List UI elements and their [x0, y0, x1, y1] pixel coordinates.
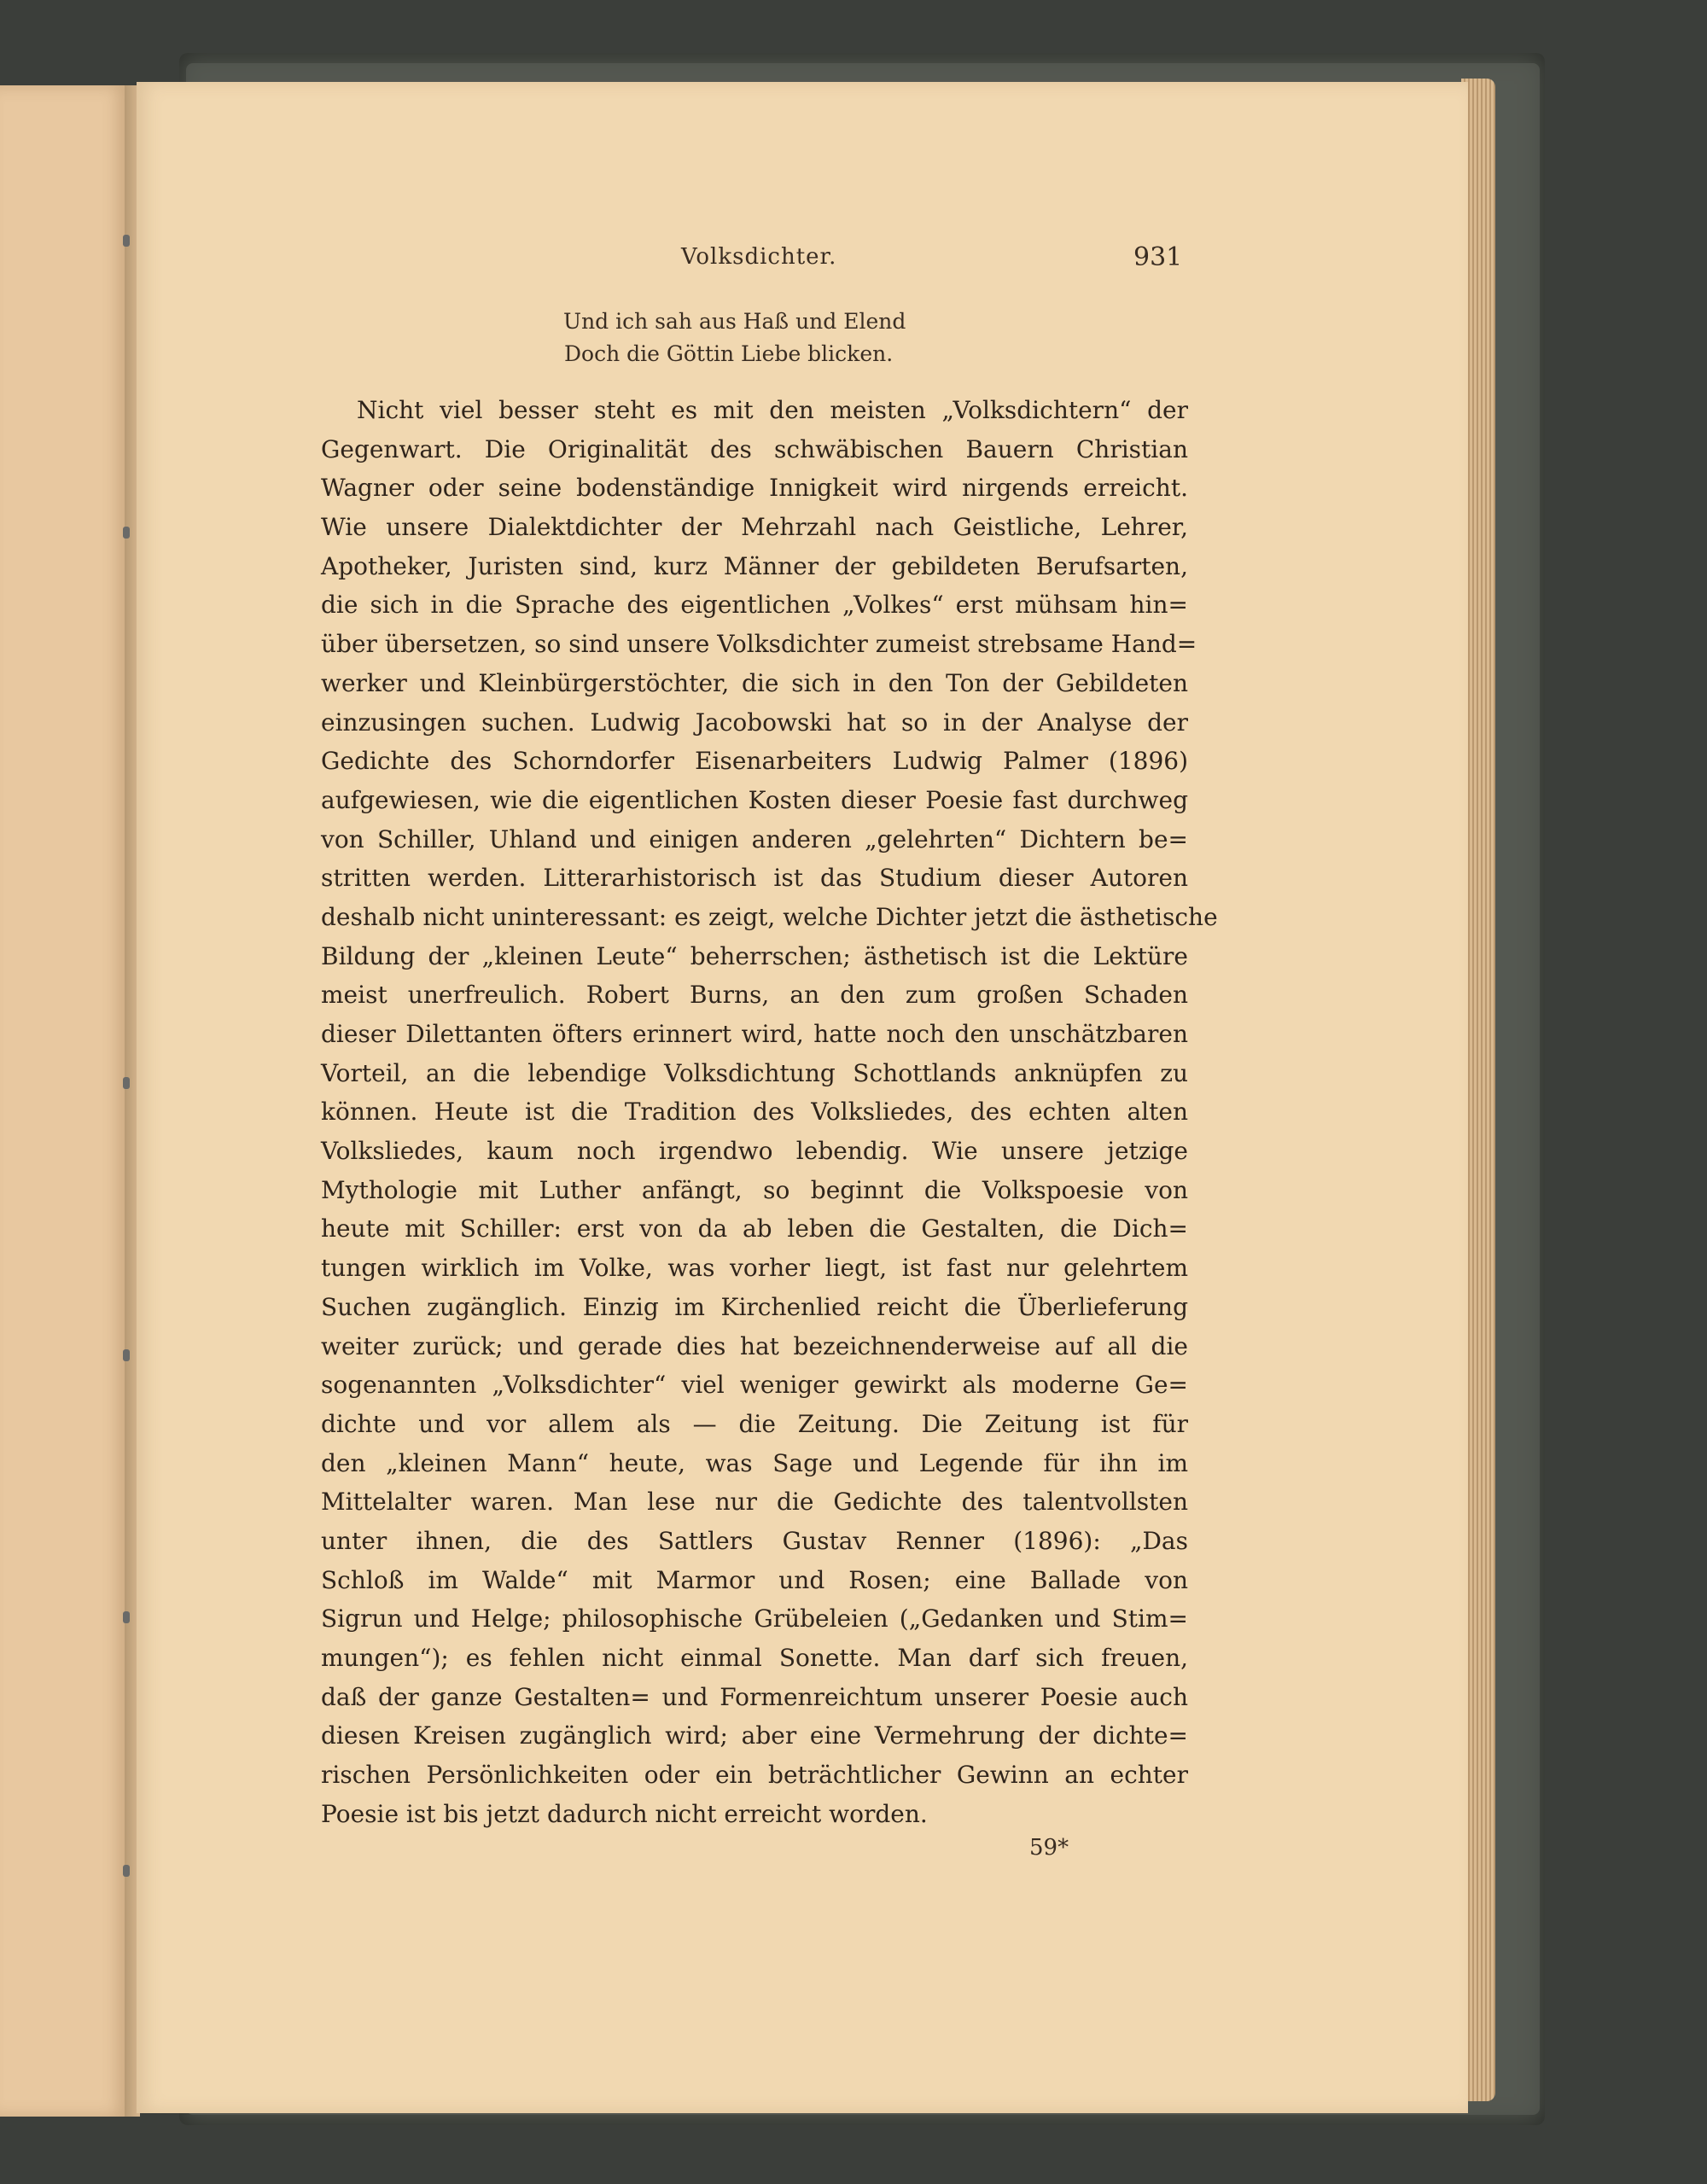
text-line: stritten werden. Litterarhistorisch ist das Studium dieser Autoren	[321, 864, 1188, 893]
text-line: den „kleinen Mann“ heute, was Sage und Legende für ihn im	[321, 1448, 1188, 1477]
text-line: heute mit Schiller: erst von da ab leben die Gestalten, die Dich=	[321, 1214, 1188, 1243]
text-line: unter ihnen, die des Sattlers Gustav Renner (1896): „Das	[321, 1526, 1188, 1555]
text-line: Suchen zugänglich. Einzig im Kirchenlied reicht die Überlieferung	[321, 1292, 1188, 1321]
text-line: tungen wirklich im Volke, was vorher liegt, ist fast nur gelehrtem	[321, 1254, 1188, 1283]
text-line: Mythologie mit Luther anfängt, so beginnt die Volkspoesie von	[321, 1175, 1188, 1204]
text-line: Poesie ist bis jetzt dadurch nicht erreicht worden.	[321, 1799, 928, 1828]
left-page-edge	[0, 85, 130, 2117]
text-line: Gedichte des Schorndorfer Eisenarbeiters Ludwig Palmer (1896)	[321, 747, 1188, 776]
text-line: Gegenwart. Die Originalität des schwäbischen Bauern Christian	[321, 434, 1188, 463]
binding-stitch	[123, 1865, 130, 1877]
text-line: Vorteil, an die lebendige Volksdichtung Schottlands anknüpfen zu	[321, 1058, 1188, 1087]
text-line: einzusingen suchen. Ludwig Jacobowski hat so in der Analyse der	[321, 708, 1188, 737]
body-text	[321, 391, 1218, 1833]
text-line: Volksliedes, kaum noch irgendwo lebendig. Wie unsere jetzige	[321, 1137, 1188, 1166]
text-line: die sich in die Sprache des eigentlichen „Volkes“ erst mühsam hin=	[321, 591, 1188, 620]
text-line: Wagner oder seine bodenständige Innigkeit wird nirgends erreicht.	[321, 474, 1188, 503]
text-line: werker und Kleinbürgerstöchter, die sich in den Ton der Gebildeten	[321, 668, 1188, 697]
signature-mark: 59*	[1029, 1835, 1069, 1861]
page-header	[0, 244, 1707, 278]
verse-line: Doch die Göttin Liebe blicken.	[564, 341, 894, 366]
text-line: können. Heute ist die Tradition des Volksliedes, des echten alten	[321, 1098, 1188, 1127]
text-line: dichte und vor allem als — die Zeitung. Die Zeitung ist für	[321, 1409, 1188, 1438]
binding-stitch	[123, 527, 130, 539]
text-line: sogenannten „Volksdichter“ viel weniger gewirkt als moderne Ge=	[321, 1371, 1188, 1400]
binding-stitch	[123, 1611, 130, 1623]
text-line: Sigrun und Helge; philosophische Grübeleien („Gedanken und Stim=	[321, 1605, 1188, 1634]
text-line: Apotheker, Juristen sind, kurz Männer der gebildeten Berufsarten,	[321, 551, 1188, 580]
verse-line: Und ich sah aus Haß und Elend	[563, 309, 906, 334]
text-line: Schloß im Walde“ mit Marmor und Rosen; eine Ballade von	[321, 1565, 1188, 1594]
text-line: von Schiller, Uhland und einigen anderen „gelehrten“ Dichtern be=	[321, 824, 1188, 853]
running-title: Volksdichter.	[681, 244, 837, 270]
text-line: rischen Persönlichkeiten oder ein beträchtlicher Gewinn an echter	[321, 1761, 1188, 1790]
text-line: meist unerfreulich. Robert Burns, an den zum großen Schaden	[321, 981, 1188, 1010]
text-line: Bildung der „kleinen Leute“ beherrschen; ästhetisch ist die Lektüre	[321, 941, 1188, 970]
text-line: diesen Kreisen zugänglich wird; aber eine Vermehrung der dichte=	[321, 1721, 1188, 1750]
text-line: daß der ganze Gestalten= und Formenreichtum unserer Poesie auch	[321, 1682, 1188, 1711]
text-line: aufgewiesen, wie die eigentlichen Kosten dieser Poesie fast durchweg	[321, 785, 1188, 814]
page-number: 931	[1133, 242, 1183, 272]
text-line: über übersetzen, so sind unsere Volksdichter zumeist strebsame Hand=	[321, 630, 1197, 659]
text-line: mungen“); es fehlen nicht einmal Sonette. Man darf sich freuen,	[321, 1644, 1188, 1672]
text-line: dieser Dilettanten öfters erinnert wird, hatte noch den unschätzbaren	[321, 1020, 1188, 1048]
text-line: deshalb nicht uninteressant: es zeigt, welche Dichter jetzt die ästhetische	[321, 902, 1218, 931]
text-line: Mittelalter waren. Man lese nur die Gedichte des talentvollsten	[321, 1488, 1188, 1517]
text-line: Wie unsere Dialektdichter der Mehrzahl nach Geistliche, Lehrer,	[321, 513, 1188, 542]
binding-stitch	[123, 1077, 130, 1089]
verse-quote	[563, 306, 990, 370]
binding-stitch	[123, 1349, 130, 1361]
text-line: Nicht viel besser steht es mit den meisten „Volksdichtern“ der	[357, 396, 1188, 424]
text-line: weiter zurück; und gerade dies hat bezeichnenderweise auf all die	[321, 1331, 1188, 1360]
